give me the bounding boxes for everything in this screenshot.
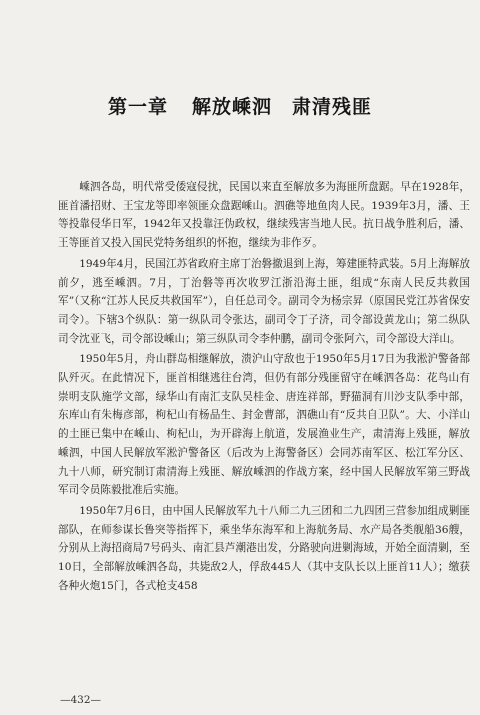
paragraph-4: 1950年7月6日，由中国人民解放军九十八师二九三团和二九四团三营参加组成剿匪部队，在师参谋长鲁突等指挥下，乘坐华东海军和上海航务局、水产局各类舰船36艘，分别从上海招商局7号码头、南汇县芦潮港出发，分路驶向进剿海域，开始全面清剿，至10日，全部解放嵊泗各岛，共毙敌2人，俘敌445人（其中支队长以上匪首11人）；缴获各种火炮15门，各式枪支458 — [58, 504, 470, 592]
page-number: —432— — [60, 694, 102, 706]
chapter-heading: 解放嵊泗 肃清残匪 — [192, 96, 373, 118]
paragraph-2: 1949年4月，民国江苏省政府主席丁治磐撤退到上海，筹建匪特武装。5月上海解放前夕，逃至嵊泗。7月，丁治磐等再次收罗江浙沿海土匪，组成“东南人民反共救国军”（又称“江苏人民反共救国军”），自任总司令。副司令为杨宗昇（原国民党江苏省保安司令）。下辖3个纵队：第一纵队司令张达，副司令丁子济，司令部设黄龙山；第二纵队司令沈亚飞，司令部设嵊山；第三纵队司令李仲鹏，副司令张阿六，司令部设大洋山。 — [58, 257, 470, 345]
chapter-number: 第一章 — [107, 96, 168, 118]
chapter-title — [0, 92, 480, 119]
body-text — [58, 178, 470, 597]
paragraph-3: 1950年5月，舟山群岛相继解放，溃沪山守敌也于1950年5月17日为我淞沪警备部队歼灭。在此情况下，匪首相继逃往台湾，但仍有部分残匪留守在嵊泗各岛：花鸟山有崇明支队施学文部，绿华山有南汇支队吴桂金、唐连祥部，野猫洞有川沙支队季中部，东库山有朱梅彦部，枸杞山有杨品生、封金曹部，泗礁山有“反共自卫队”。大、小洋山的土匪已集中在嵊山、枸杞山，为开辟海上航道，发展渔业生产，肃清海上残匪，解放嵊泗，中国人民解放军淞沪警备区（后改为上海警备区）会同苏南军区、松江军分区、九十八师，研究制订肃清海上残匪、解放嵊泗的作战方案，经中国人民解放军第三野战军司令员陈毅批准后实施。 — [58, 353, 470, 497]
paragraph-1: 嵊泗各岛，明代常受倭寇侵扰，民国以来直至解放多为海匪所盘踞。早在1928年，匪首潘招财、王宝龙等即率领匪众盘踞嵊山。泗礁等地鱼肉人民。1939年3月，潘、王等投靠侵华日军，1942年又投靠汪伪政权，继续残害当地人民。抗日战争胜利后，潘、王等匪首又投入国民党特务组织的怀抱，继续为非作歹。 — [58, 181, 470, 250]
